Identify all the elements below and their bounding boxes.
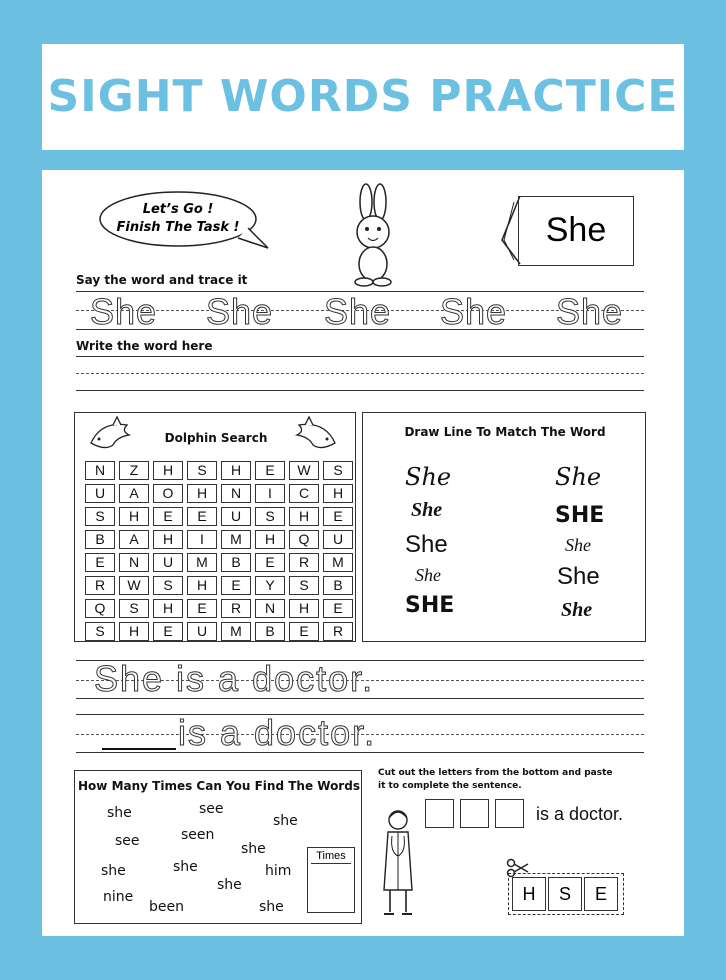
- find-words-panel: [74, 770, 362, 924]
- grid-cell[interactable]: H: [187, 484, 217, 503]
- page-title: SIGHT WORDS PRACTICE: [47, 71, 679, 122]
- grid-cell[interactable]: B: [323, 576, 353, 595]
- match-right-1[interactable]: She: [555, 463, 602, 491]
- grid-cell[interactable]: B: [221, 553, 251, 572]
- match-left-3[interactable]: She: [405, 531, 448, 558]
- grid-cell[interactable]: U: [85, 484, 115, 503]
- grid-cell[interactable]: H: [153, 599, 183, 618]
- find-word: seen: [181, 827, 215, 843]
- grid-cell[interactable]: E: [153, 507, 183, 526]
- write-base-line[interactable]: [76, 390, 644, 391]
- grid-cell[interactable]: S: [323, 461, 353, 480]
- grid-cell[interactable]: B: [255, 622, 285, 641]
- sentence-trace-2: is a doctor.: [178, 712, 377, 753]
- letter-slot-3[interactable]: [495, 799, 524, 828]
- grid-cell[interactable]: H: [119, 622, 149, 641]
- grid-cell[interactable]: Z: [119, 461, 149, 480]
- grid-cell[interactable]: H: [323, 484, 353, 503]
- grid-cell[interactable]: O: [153, 484, 183, 503]
- grid-cell[interactable]: U: [187, 622, 217, 641]
- find-word: she: [273, 813, 298, 829]
- grid-cell[interactable]: S: [153, 576, 183, 595]
- match-right-3[interactable]: She: [565, 535, 591, 555]
- grid-cell[interactable]: E: [187, 507, 217, 526]
- grid-cell[interactable]: H: [221, 461, 251, 480]
- dolphin-search-panel: [74, 412, 356, 642]
- grid-cell[interactable]: B: [85, 530, 115, 549]
- grid-cell[interactable]: I: [187, 530, 217, 549]
- grid-cell[interactable]: M: [221, 622, 251, 641]
- find-word: she: [173, 859, 198, 875]
- sentence-blank[interactable]: [102, 748, 176, 750]
- word-card: [518, 196, 634, 266]
- grid-cell[interactable]: S: [119, 599, 149, 618]
- trace-word-3: She: [324, 291, 392, 332]
- write-top-line: [76, 356, 644, 357]
- trace-word-1: She: [90, 291, 158, 332]
- grid-cell[interactable]: S: [85, 622, 115, 641]
- grid-cell[interactable]: Y: [255, 576, 285, 595]
- match-left-2[interactable]: She: [411, 499, 443, 521]
- grid-cell[interactable]: N: [85, 461, 115, 480]
- dolphin-icon-right: [287, 415, 339, 455]
- grid-cell[interactable]: Q: [289, 530, 319, 549]
- letter-grid: [85, 461, 353, 641]
- grid-cell[interactable]: N: [119, 553, 149, 572]
- letter-slot-2[interactable]: [460, 799, 489, 828]
- grid-cell[interactable]: H: [289, 507, 319, 526]
- find-word: she: [259, 899, 284, 915]
- grid-cell[interactable]: A: [119, 484, 149, 503]
- write-mid-line: [76, 373, 644, 374]
- find-word: she: [101, 863, 126, 879]
- match-panel: [362, 412, 646, 642]
- grid-cell[interactable]: R: [289, 553, 319, 572]
- grid-cell[interactable]: E: [255, 461, 285, 480]
- bunny-icon: [346, 182, 402, 290]
- grid-cell[interactable]: M: [221, 530, 251, 549]
- find-words-title: How Many Times Can You Find The Words: [78, 779, 360, 793]
- cutout-strip: [508, 873, 624, 915]
- sentence-trace-1: She is a doctor.: [94, 658, 375, 699]
- letter-slot-1[interactable]: [425, 799, 454, 828]
- times-label: Times: [316, 850, 346, 862]
- grid-cell[interactable]: S: [255, 507, 285, 526]
- grid-cell[interactable]: R: [85, 576, 115, 595]
- trace-word-4: She: [440, 291, 508, 332]
- grid-cell[interactable]: S: [187, 461, 217, 480]
- grid-cell[interactable]: E: [221, 576, 251, 595]
- find-word: him: [265, 863, 292, 879]
- grid-cell[interactable]: U: [153, 553, 183, 572]
- match-left-1[interactable]: She: [405, 463, 452, 491]
- grid-cell[interactable]: H: [187, 576, 217, 595]
- letter-tile-e[interactable]: E: [584, 877, 618, 911]
- match-title: Draw Line To Match The Word: [404, 425, 606, 439]
- cutout-sentence-end: is a doctor.: [536, 804, 624, 824]
- times-divider: [311, 863, 351, 864]
- grid-cell[interactable]: U: [221, 507, 251, 526]
- grid-cell[interactable]: H: [153, 530, 183, 549]
- grid-cell[interactable]: R: [221, 599, 251, 618]
- grid-cell[interactable]: U: [323, 530, 353, 549]
- write-label: Write the word here: [76, 339, 213, 353]
- match-right-2[interactable]: SHE: [555, 503, 605, 528]
- grid-cell[interactable]: E: [323, 599, 353, 618]
- grid-cell[interactable]: E: [289, 622, 319, 641]
- grid-cell[interactable]: Q: [85, 599, 115, 618]
- match-left-5[interactable]: SHE: [405, 593, 455, 618]
- speech-bubble: [98, 190, 258, 248]
- cutout-instruction-2: it to complete the sentence.: [378, 781, 522, 791]
- grid-cell[interactable]: H: [153, 461, 183, 480]
- grid-cell[interactable]: S: [289, 576, 319, 595]
- bubble-line-2: Finish The Task !: [116, 220, 240, 235]
- times-box[interactable]: [307, 847, 355, 913]
- trace-word-2: She: [206, 291, 274, 332]
- trace-label: Say the word and trace it: [76, 273, 248, 287]
- find-word: see: [199, 801, 224, 817]
- grid-cell[interactable]: N: [255, 599, 285, 618]
- grid-cell[interactable]: C: [289, 484, 319, 503]
- grid-cell[interactable]: I: [255, 484, 285, 503]
- match-right-5[interactable]: She: [561, 599, 593, 621]
- find-word: see: [115, 833, 140, 849]
- match-right-4[interactable]: She: [557, 563, 600, 590]
- letter-tile-s[interactable]: S: [548, 877, 582, 911]
- grid-cell[interactable]: E: [187, 599, 217, 618]
- grid-cell[interactable]: E: [323, 507, 353, 526]
- find-word: nine: [103, 889, 134, 905]
- grid-cell[interactable]: E: [85, 553, 115, 572]
- grid-cell[interactable]: M: [187, 553, 217, 572]
- cutout-instruction-1: Cut out the letters from the bottom and paste: [378, 768, 613, 778]
- find-word: she: [217, 877, 242, 893]
- grid-cell[interactable]: M: [323, 553, 353, 572]
- letter-tile-h[interactable]: H: [512, 877, 546, 911]
- grid-cell[interactable]: A: [119, 530, 149, 549]
- grid-cell[interactable]: H: [255, 530, 285, 549]
- find-word: she: [107, 805, 132, 821]
- doctor-icon: [376, 806, 420, 918]
- grid-cell[interactable]: H: [119, 507, 149, 526]
- grid-cell[interactable]: E: [255, 553, 285, 572]
- match-left-4[interactable]: She: [415, 565, 441, 585]
- title-banner: [42, 44, 684, 150]
- word-card-text: She: [545, 211, 607, 249]
- grid-cell[interactable]: N: [221, 484, 251, 503]
- dolphin-search-title: Dolphin Search: [164, 431, 268, 445]
- bubble-line-1: Let’s Go !: [142, 202, 214, 217]
- grid-cell[interactable]: H: [289, 599, 319, 618]
- worksheet: [42, 170, 684, 936]
- grid-cell[interactable]: R: [323, 622, 353, 641]
- grid-cell[interactable]: S: [85, 507, 115, 526]
- grid-cell[interactable]: E: [153, 622, 183, 641]
- grid-cell[interactable]: W: [289, 461, 319, 480]
- grid-cell[interactable]: W: [119, 576, 149, 595]
- trace-word-5: She: [556, 291, 624, 332]
- find-word: she: [241, 841, 266, 857]
- find-word: been: [149, 899, 184, 915]
